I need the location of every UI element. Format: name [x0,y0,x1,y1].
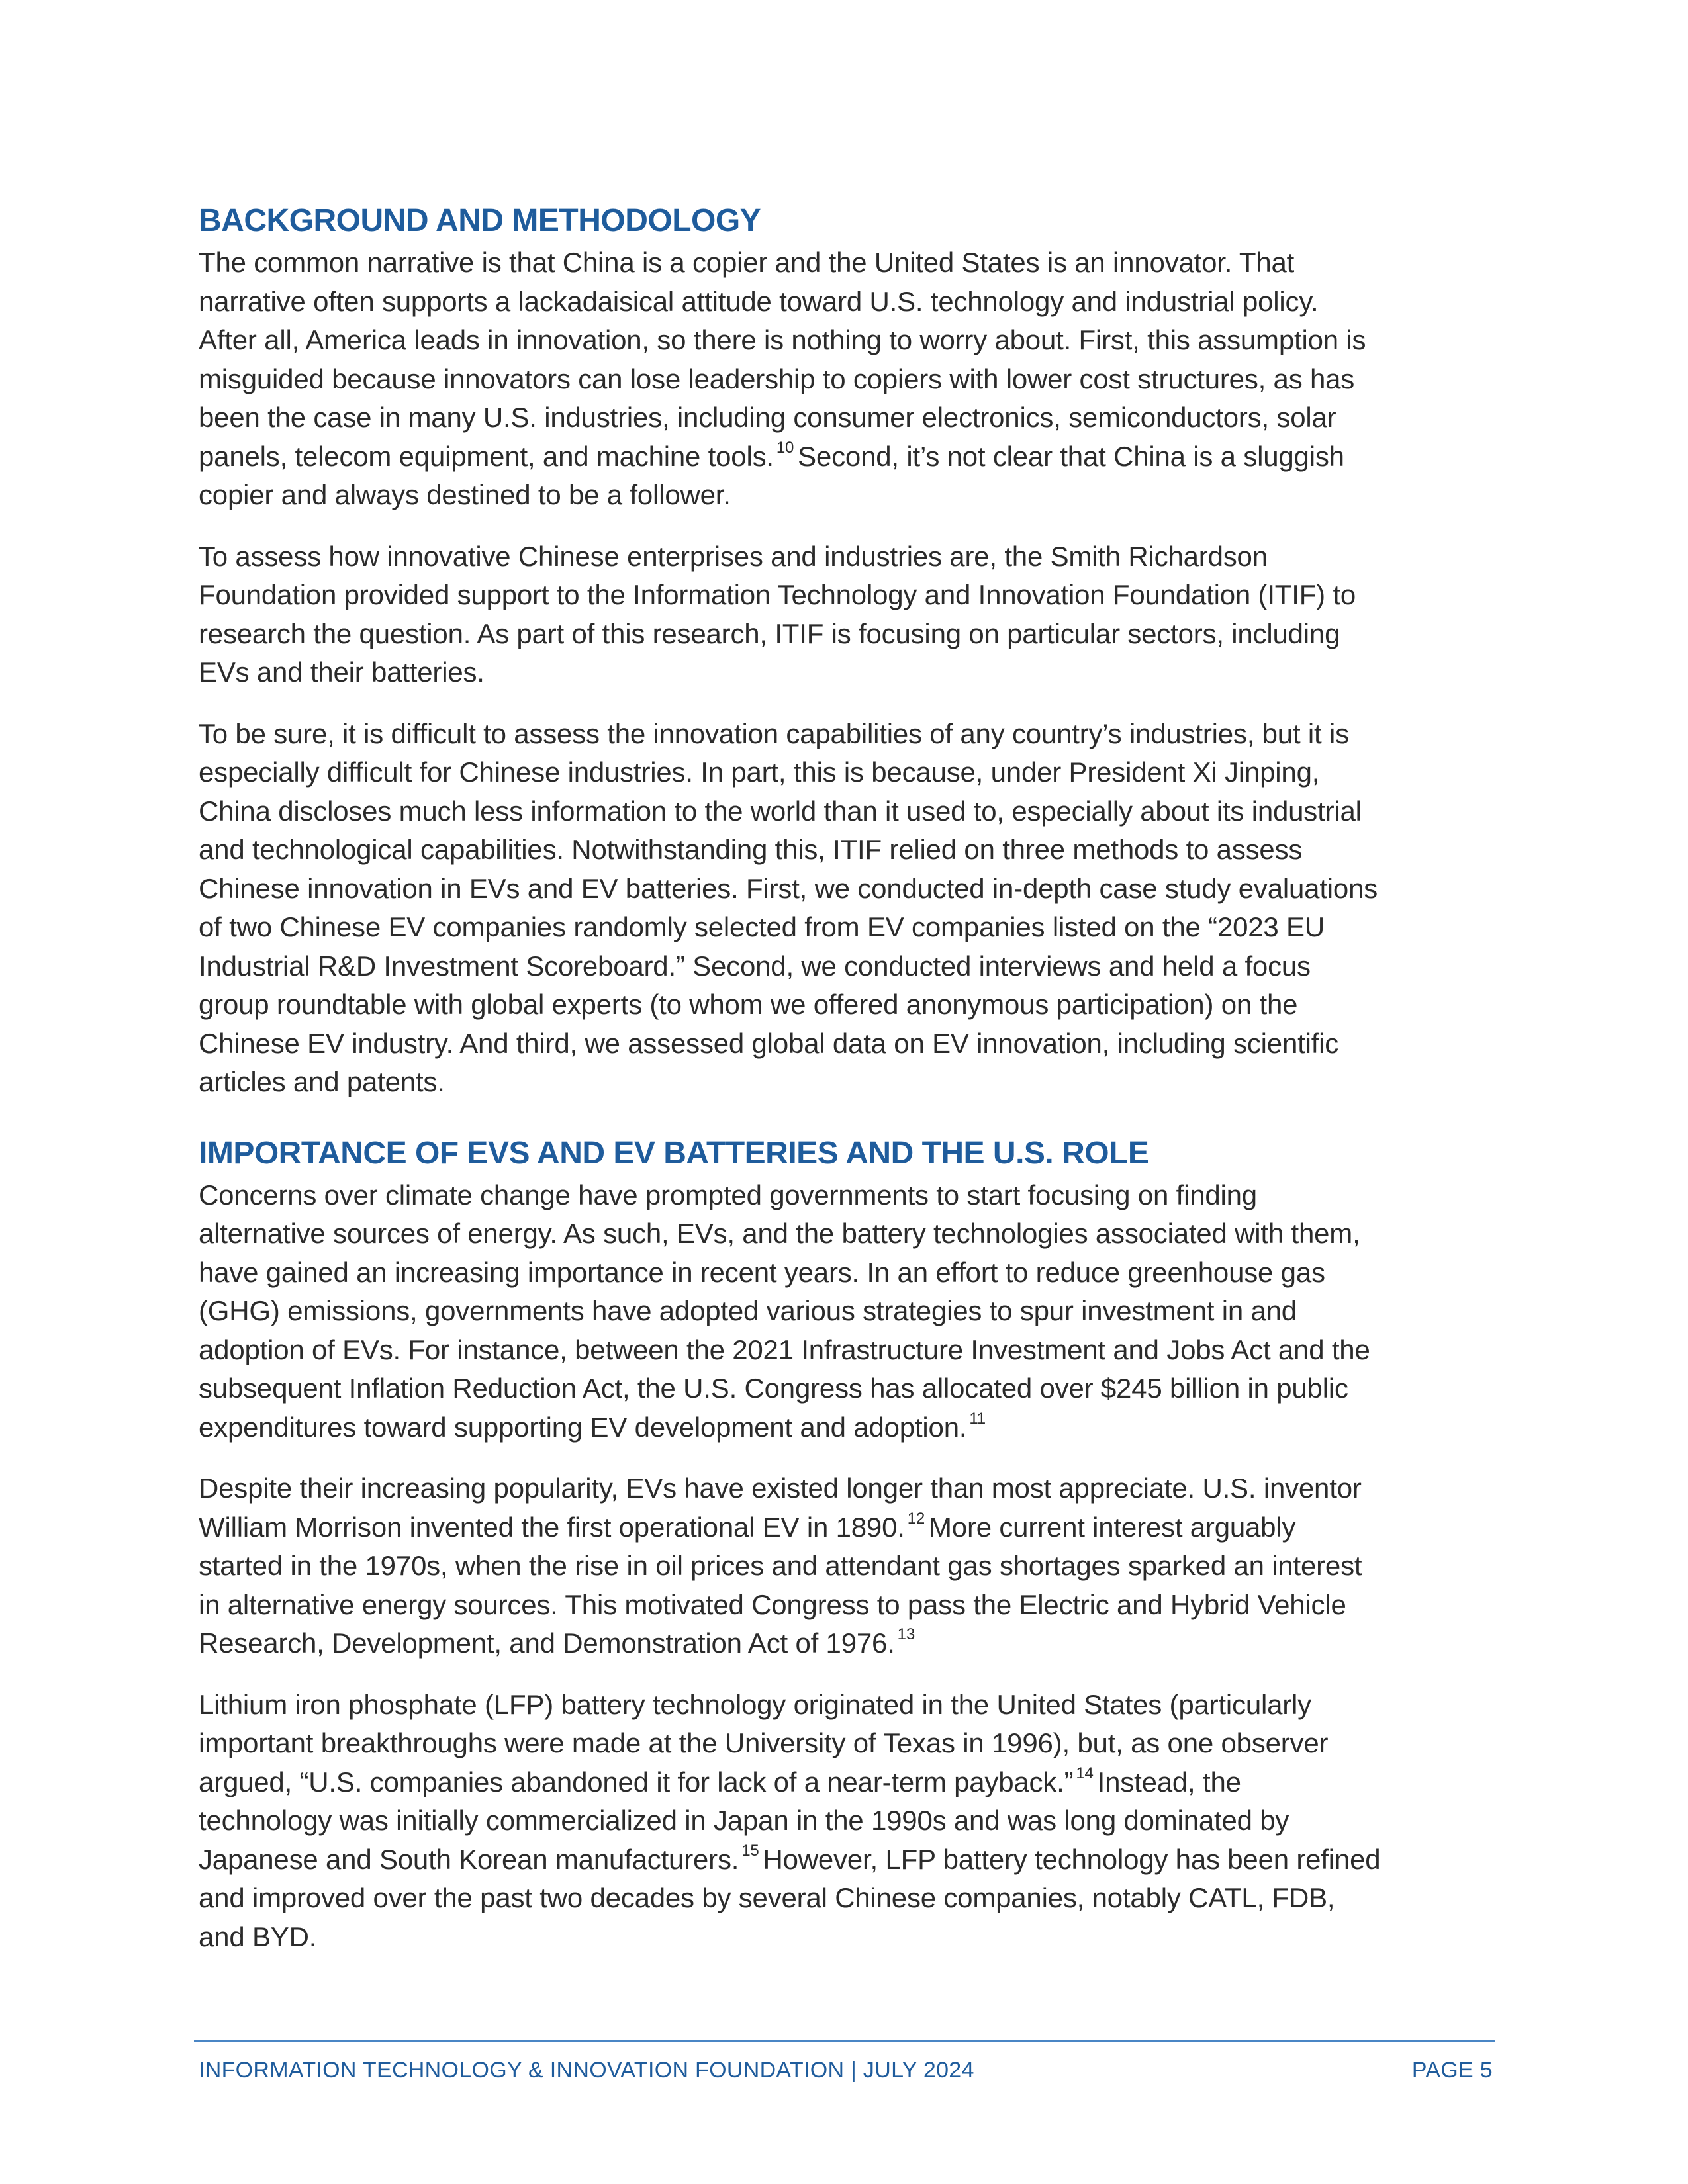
paragraph-climate [199,1176,1496,1447]
text-line: been the case in many U.S. industries, including consumer electronics, semiconductors, solar [199,402,1336,433]
text-line: narrative often supports a lackadaisical attitude toward U.S. technology and industrial policy. [199,285,1319,317]
text-line: Concerns over climate change have prompted governments to start focusing on finding [199,1179,1257,1210]
text-line: Foundation provided support to the Information Technology and Innovation Foundation (ITIF) to [199,579,1356,610]
text-line: The common narrative is that China is a copier and the United States is an innovator. That [199,247,1295,278]
text-line: and technological capabilities. Notwithstanding this, ITIF relied on three methods to assess [199,834,1303,865]
text-fragment: Second, it’s not clear that China is a sluggish [798,440,1344,472]
text-line: started in the 1970s, when the rise in oil prices and attendant gas shortages sparked an interest [199,1550,1362,1581]
text-fragment: Research, Development, and Demonstration Act of 1976. [199,1627,895,1659]
footnote-ref-10[interactable]: 10 [776,438,794,457]
text-line: After all, America leads in innovation, so there is nothing to worry about. First, this assumption is [199,324,1366,355]
text-line: Lithium iron phosphate (LFP) battery technology originated in the United States (particularly [199,1688,1311,1720]
footnote-ref-11[interactable]: 11 [969,1409,986,1428]
text-line: have gained an increasing importance in recent years. In an effort to reduce greenhouse gas [199,1256,1325,1288]
text-line: and BYD. [199,1921,317,1952]
text-line: of two Chinese EV companies randomly selected from EV companies listed on the “2023 EU [199,911,1325,942]
text-line: especially difficult for Chinese industries. In part, this is because, under President Xi Jinping, [199,756,1320,788]
text-line: articles and patents. [199,1066,445,1097]
text-line [199,437,1496,477]
footnote-ref-13[interactable]: 13 [897,1625,915,1643]
footer-page-number: PAGE 5 [1411,2058,1493,2083]
footnote-ref-15[interactable]: 15 [741,1841,759,1860]
text-line: EVs and their batteries. [199,657,485,688]
text-fragment: expenditures toward supporting EV development and adoption. [199,1411,967,1443]
text-line: adoption of EVs. For instance, between the 2021 Infrastructure Investment and Jobs Act and the [199,1334,1370,1365]
text-line: and improved over the past two decades by several Chinese companies, notably CATL, FDB, [199,1882,1335,1913]
text-line: Chinese EV industry. And third, we assessed global data on EV innovation, including scientific [199,1027,1339,1059]
footer-divider [194,2040,1495,2042]
text-line [199,1763,1496,1802]
text-line: misguided because innovators can lose leadership to copiers with lower cost structures, as has [199,363,1355,394]
text-fragment: Japanese and South Korean manufacturers. [199,1843,739,1875]
text-line: Industrial R&D Investment Scoreboard.” Second, we conducted interviews and held a focus [199,950,1311,981]
text-line: copier and always destined to be a follower. [199,479,731,510]
footnote-ref-12[interactable]: 12 [907,1509,925,1527]
section-heading-importance: IMPORTANCE OF EVS AND EV BATTERIES AND THE U.S. ROLE [199,1135,1149,1171]
text-line: subsequent Inflation Reduction Act, the U.S. Congress has allocated over $245 billion in public [199,1373,1348,1404]
text-line: group roundtable with global experts (to whom we offered anonymous participation) on the [199,989,1298,1020]
text-line: alternative sources of energy. As such, EVs, and the battery technologies associated with them, [199,1218,1360,1249]
text-line [199,1508,1496,1547]
text-line [199,1624,1496,1663]
text-fragment: argued, “U.S. companies abandoned it for lack of a near-term payback.” [199,1766,1074,1797]
text-line: China discloses much less information to the world than it used to, especially about its industrial [199,795,1362,827]
text-line: To be sure, it is difficult to assess the innovation capabilities of any country’s industries, but it is [199,717,1349,749]
text-line: Chinese innovation in EVs and EV batteries. First, we conducted in-depth case study evaluations [199,872,1378,904]
text-fragment: panels, telecom equipment, and machine tools. [199,440,774,472]
paragraph-history [199,1469,1496,1663]
text-line [199,1408,1496,1447]
text-line: important breakthroughs were made at the University of Texas in 1996), but, as one observer [199,1727,1329,1758]
text-line: research the question. As part of this research, ITIF is focusing on particular sectors, including [199,617,1340,649]
text-fragment: More current interest arguably [929,1511,1296,1543]
paragraph-narrative [199,244,1496,515]
paragraph-methods [199,715,1496,1102]
paragraph-lfp [199,1686,1496,1957]
section-heading-background: BACKGROUND AND METHODOLOGY [199,203,761,238]
text-line [199,1841,1496,1880]
text-fragment: However, LFP battery technology has been refined [763,1843,1381,1875]
footnote-ref-14[interactable]: 14 [1076,1764,1094,1782]
text-line: To assess how innovative Chinese enterprises and industries are, the Smith Richardson [199,540,1268,572]
text-line: in alternative energy sources. This motivated Congress to pass the Electric and Hybrid Vehicle [199,1588,1346,1620]
paragraph-assessment [199,537,1496,692]
text-fragment: Instead, the [1097,1766,1241,1797]
text-fragment: William Morrison invented the first operational EV in 1890. [199,1511,905,1543]
text-line: (GHG) emissions, governments have adopted various strategies to spur investment in and [199,1295,1297,1326]
text-line: Despite their increasing popularity, EVs have existed longer than most appreciate. U.S. inventor [199,1473,1362,1504]
footer-publisher: INFORMATION TECHNOLOGY & INNOVATION FOUNDATION | JULY 2024 [199,2058,974,2083]
text-line: technology was initially commercialized in Japan in the 1990s and was long dominated by [199,1805,1289,1836]
page-content [199,199,1496,1956]
